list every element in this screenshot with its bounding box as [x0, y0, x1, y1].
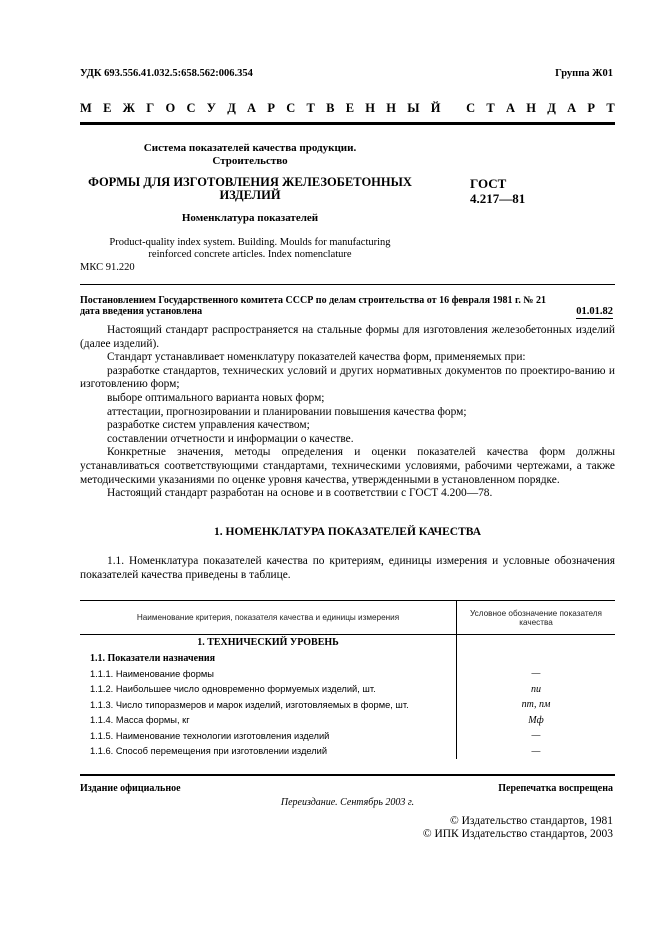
heading-letter: О — [165, 101, 176, 115]
indicator-symbol: — — [531, 745, 541, 757]
document-title — [80, 176, 420, 202]
section-paragraph: 1.1. Номенклатура показателей качества по критериям, единицы измерения и условные обозначения показателей качества приведены в таблице. — [80, 555, 615, 581]
reissue-note: Переиздание. Сентябрь 2003 г. — [280, 797, 415, 808]
heading-letter: Р — [587, 101, 596, 115]
paragraph: Настоящий стандарт распространяется на стальные формы для изготовления железобетонных изделий (далее изделий). — [80, 324, 615, 350]
heading-letter: Н — [386, 101, 396, 115]
indicator-symbol: — — [531, 730, 541, 742]
udk-code: УДК 693.556.41.032.5:658.562:006.354 — [80, 68, 253, 79]
heading-letter: Н — [365, 101, 376, 115]
subtitle: Номенклатура показателей — [181, 212, 319, 224]
level-heading: 1. ТЕХНИЧЕСКИЙ УРОВЕНЬ — [80, 635, 457, 651]
copyright-line1: © Издательство стандартов, 1981 — [449, 815, 613, 827]
paragraph: составлении отчетности и информации о качестве. — [107, 432, 354, 445]
table-row — [80, 713, 615, 729]
table-row — [80, 666, 615, 682]
gost-label: ГОСТ — [470, 176, 507, 191]
heading-letter: Ж — [122, 101, 136, 115]
reprint-notice: Перепечатка воспрещена — [498, 783, 613, 794]
indicator-name: 1.1.2. Наибольшее число одновременно формуемых изделий, шт. — [80, 682, 457, 698]
heading-letter: Ы — [407, 101, 420, 115]
official-edition: Издание официальное — [80, 783, 181, 794]
paragraph: выборе оптимального варианта новых форм; — [107, 391, 325, 404]
indicator-name: 1.1.3. Число типоразмеров и марок изделий, изготовляемых в форме, шт. — [80, 697, 457, 713]
indicator-name: 1.1.6. Способ перемещения при изготовлении изделий — [80, 744, 457, 760]
heading-letter: Д — [227, 101, 236, 115]
effective-date: 01.01.82 — [576, 306, 613, 317]
interstate-standard-heading — [80, 101, 615, 116]
heading-letter: Т — [606, 101, 615, 115]
copyright — [423, 815, 613, 841]
paragraph: разработке стандартов, технических условий и других нормативных документов по проектиро-ванию и изготовлению форм; — [80, 364, 615, 391]
heading-letter: У — [206, 101, 216, 115]
footer-rule — [80, 774, 615, 776]
intro-text — [80, 324, 615, 501]
heading-letter: С — [186, 101, 196, 115]
indicators-table — [80, 600, 615, 759]
document-title-line1: ФОРМЫ ДЛЯ ИЗГОТОВЛЕНИЯ ЖЕЛЕЗОБЕТОННЫХ — [88, 175, 412, 189]
table-row — [80, 728, 615, 744]
heading-letter — [452, 101, 455, 116]
english-title — [80, 237, 420, 261]
paragraph: Конкретные значения, методы определения и оценки показателей качества форм должны устанавливаться соответствующими стандартами, техническими условиями, рабочими чертежами, а также методическими указаниями по оценке уровня качества, утвержденными в установленном порядке. — [80, 446, 615, 486]
table-row — [80, 697, 615, 713]
heading-letter: А — [567, 101, 577, 115]
heading-letter: Т — [306, 101, 315, 115]
heading-letter: Г — [146, 101, 155, 115]
table-row — [80, 744, 615, 760]
heading-letter: С — [466, 101, 476, 115]
group-heading: 1.1. Показатели назначения — [80, 651, 457, 667]
heading-letter: В — [326, 101, 335, 115]
heading-letter: Т — [486, 101, 495, 115]
decree-line1: Постановлением Государственного комитета СССР по делам строительства от 16 февраля 1981 г. № 21 — [80, 295, 546, 306]
indicator-symbol: — — [531, 668, 541, 680]
system-title-line1: Система показателей качества продукции. — [143, 142, 357, 154]
heading-letter: Й — [430, 101, 441, 115]
system-title-line2: Строительство — [212, 155, 288, 167]
column-header-symbol: Условное обозначение показателя качества — [457, 601, 616, 635]
heading-letter: Р — [267, 101, 275, 115]
indicator-name: 1.1.1. Наименование формы — [80, 666, 457, 682]
heading-letter: С — [286, 101, 296, 115]
mks-code: МКС 91.220 — [80, 262, 135, 273]
paragraph: Стандарт устанавливает номенклатуру показателей качества форм, применяемых при: — [107, 351, 526, 364]
paragraph: аттестации, прогнозировании и планировании повышения качества форм; — [107, 405, 467, 418]
decree — [80, 295, 615, 317]
section-heading: 1. НОМЕНКЛАТУРА ПОКАЗАТЕЛЕЙ КАЧЕСТВА — [214, 526, 481, 538]
heading-letter: М — [80, 101, 92, 115]
gost-number — [470, 176, 525, 206]
heading-letter: Д — [547, 101, 556, 115]
document-title-line2: ИЗДЕЛИЙ — [219, 188, 281, 202]
english-title-line1: Product-quality index system. Building. Moulds for manufacturing — [109, 237, 391, 248]
system-title — [80, 142, 420, 168]
indicator-name: 1.1.4. Масса формы, кг — [80, 713, 457, 729]
indicator-name: 1.1.5. Наименование технологии изготовления изделий — [80, 728, 457, 744]
gost-code: 4.217—81 — [470, 191, 526, 206]
group-code: Группа Ж01 — [555, 68, 613, 79]
heading-letter: А — [247, 101, 257, 115]
header-rule — [80, 122, 615, 125]
table-row — [80, 682, 615, 698]
heading-letter: Н — [526, 101, 537, 115]
decree-line2: дата введения установлена — [80, 306, 203, 317]
column-header-name: Наименование критерия, показателя качества и единицы измерения — [80, 601, 457, 635]
heading-letter: Е — [345, 101, 355, 115]
indicator-symbol: nи — [531, 683, 541, 695]
title-rule — [80, 284, 615, 285]
paragraph: разработке систем управления качеством; — [107, 419, 310, 432]
english-title-line2: reinforced concrete articles. Index nomenclature — [148, 249, 352, 260]
indicator-symbol: Mф — [528, 714, 544, 726]
paragraph: Настоящий стандарт разработан на основе и в соответствии с ГОСТ 4.200—78. — [107, 487, 493, 500]
copyright-line2: © ИПК Издательство стандартов, 2003 — [422, 828, 613, 840]
heading-letter: А — [506, 101, 516, 115]
heading-letter: Е — [103, 101, 112, 115]
indicator-symbol: nт, nм — [521, 699, 551, 711]
